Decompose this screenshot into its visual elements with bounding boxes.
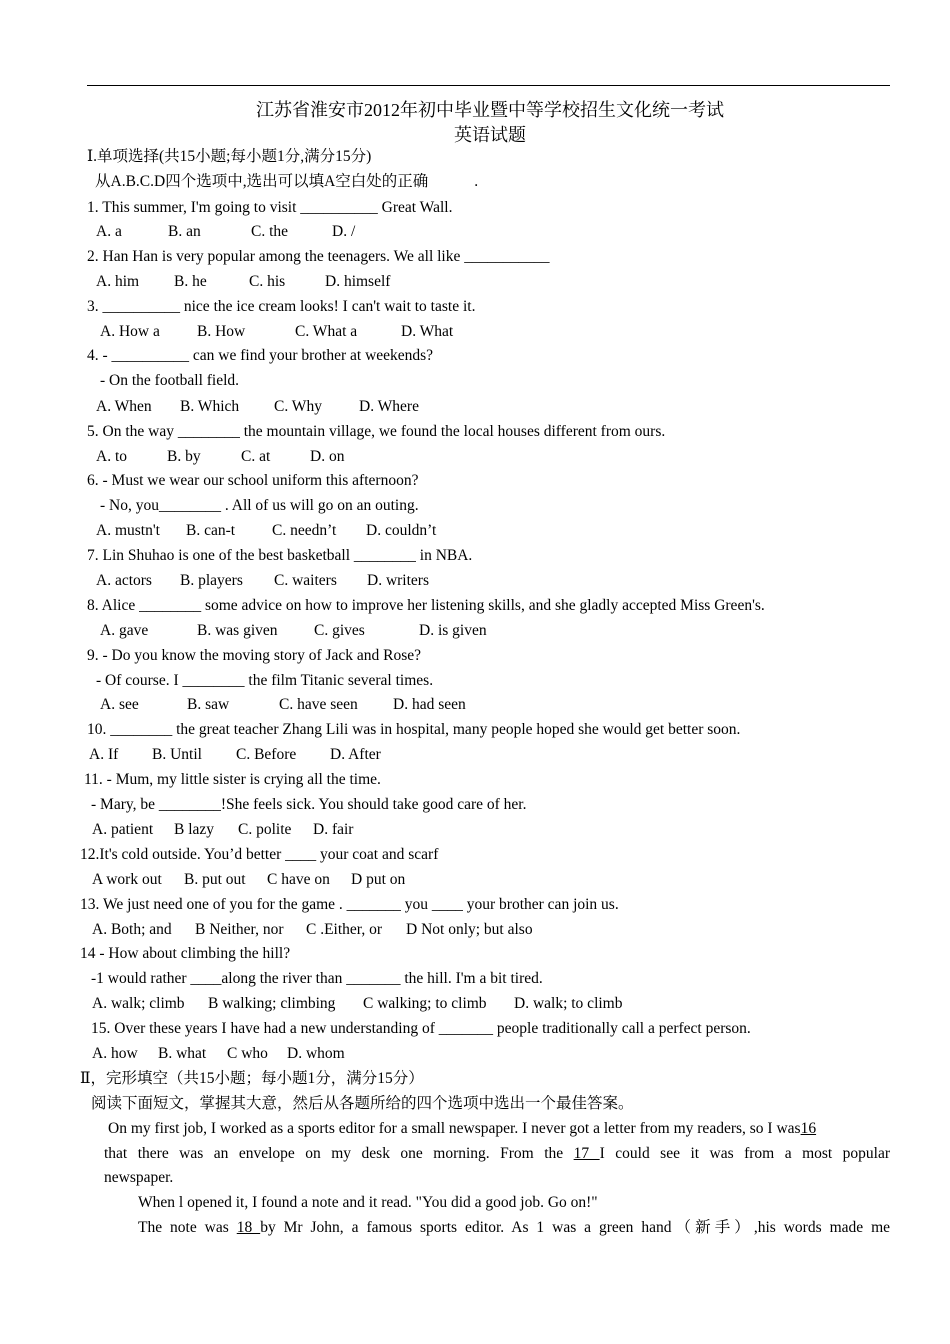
question-4-option-a[interactable]: A. When xyxy=(96,398,152,415)
question-13-option-d[interactable]: D Not only; but also xyxy=(406,921,533,938)
question-4-option-c[interactable]: C. Why xyxy=(274,398,322,415)
question-6-answer-line: - No, you________ . All of us will go on an outing. xyxy=(100,497,419,514)
question-11-option-b[interactable]: B lazy xyxy=(174,821,215,838)
question-13-stem: 13. We just need one of you for the game . _______ you ____ your brother can join us. xyxy=(80,896,619,913)
question-6-option-c[interactable]: C. needn’t xyxy=(272,522,337,539)
exam-subtitle: 英语试题 xyxy=(454,125,526,145)
question-10-option-b[interactable]: B. Until xyxy=(152,746,202,763)
passage-line-4: When l opened it, I found a note and it read. "You did a good job. Go on!" xyxy=(138,1194,598,1211)
question-3-option-c[interactable]: C. What a xyxy=(295,323,358,340)
question-1-option-b[interactable]: B. an xyxy=(168,223,201,240)
question-9-option-d[interactable]: D. had seen xyxy=(393,696,466,713)
question-2-option-a[interactable]: A. him xyxy=(96,273,140,290)
question-7-option-d[interactable]: D. writers xyxy=(367,572,429,589)
question-8-option-d[interactable]: D. is given xyxy=(419,622,487,639)
section1-heading: Ⅰ.单项选择(共15小题;每小题1分,满分15分) xyxy=(87,148,372,165)
question-4-option-b[interactable]: B. Which xyxy=(180,398,240,415)
question-13-option-a[interactable]: A. Both; and xyxy=(92,921,172,938)
question-14-option-b[interactable]: B walking; climbing xyxy=(208,995,336,1012)
question-11-option-a[interactable]: A. patient xyxy=(92,821,154,838)
question-1-option-a[interactable]: A. a xyxy=(96,223,122,240)
question-11-option-c[interactable]: C. polite xyxy=(238,821,292,838)
question-7-option-a[interactable]: A. actors xyxy=(96,572,152,589)
question-11-option-d[interactable]: D. fair xyxy=(313,821,354,838)
question-12-option-a[interactable]: A work out xyxy=(92,871,162,888)
question-8-option-c[interactable]: C. gives xyxy=(314,622,365,639)
question-2-stem: 2. Han Han is very popular among the teenagers. We all like ___________ xyxy=(87,248,550,265)
question-11-answer-line: - Mary, be ________!She feels sick. You should take good care of her. xyxy=(91,796,527,813)
question-12-option-b[interactable]: B. put out xyxy=(184,871,246,888)
question-15-option-c[interactable]: C who xyxy=(227,1045,268,1062)
section2-heading: Ⅱ，完形填空（共15小题；每小题1分，满分15分） xyxy=(80,1070,424,1087)
question-1-option-d[interactable]: D. / xyxy=(332,223,356,240)
question-9-option-b[interactable]: B. saw xyxy=(187,696,230,713)
question-14-answer-line: -1 would rather ____along the river than _______ the hill. I'm a bit tired. xyxy=(91,970,543,987)
question-6-stem: 6. - Must we wear our school uniform this afternoon? xyxy=(87,472,419,489)
question-5-option-b[interactable]: B. by xyxy=(167,448,201,465)
question-3-option-b[interactable]: B. How xyxy=(197,323,246,340)
blank-16[interactable]: 16 xyxy=(800,1120,817,1137)
question-5-option-c[interactable]: C. at xyxy=(241,448,271,465)
question-9-stem: 9. - Do you know the moving story of Jack and Rose? xyxy=(87,647,422,664)
passage-line-3: newspaper. xyxy=(104,1169,174,1186)
question-10-option-a[interactable]: A. If xyxy=(89,746,119,763)
question-12-stem: 12.It's cold outside. You’d better ____ your coat and scarf xyxy=(80,846,439,863)
question-15-stem: 15. Over these years I have had a new understanding of _______ people traditionally call a perfect person. xyxy=(91,1020,751,1037)
question-14-stem: 14 - How about climbing the hill? xyxy=(80,945,291,962)
question-8-option-b[interactable]: B. was given xyxy=(197,622,278,639)
question-7-stem: 7. Lin Shuhao is one of the best basketball ________ in NBA. xyxy=(87,547,473,564)
header-rule xyxy=(87,85,890,86)
question-13-option-b[interactable]: B Neither, nor xyxy=(195,921,284,938)
question-9-answer-line: - Of course. I ________ the film Titanic several times. xyxy=(96,672,434,689)
question-11-stem: 11. - Mum, my little sister is crying all the time. xyxy=(84,771,381,788)
question-2-option-c[interactable]: C. his xyxy=(249,273,286,290)
question-14-option-c[interactable]: C walking; to climb xyxy=(363,995,487,1012)
question-9-option-c[interactable]: C. have seen xyxy=(279,696,358,713)
section2-instruction: 阅读下面短文，掌握其大意，然后从各题所给的四个选项中选出一个最佳答案。 xyxy=(91,1095,634,1112)
question-10-option-d[interactable]: D. After xyxy=(330,746,381,763)
question-3-option-a[interactable]: A. How a xyxy=(100,323,160,340)
question-9-option-a[interactable]: A. see xyxy=(100,696,139,713)
passage-line-5: The note was 18 by Mr John, a famous sports editor. As 1 was a green hand（新手）,his words made me xyxy=(138,1219,891,1236)
question-10-option-c[interactable]: C. Before xyxy=(236,746,297,763)
question-13-option-c[interactable]: C .Either, or xyxy=(306,921,383,938)
question-6-option-d[interactable]: D. couldn’t xyxy=(366,522,437,539)
question-15-option-a[interactable]: A. how xyxy=(92,1045,138,1062)
question-4-stem: 4. - __________ can we find your brother at weekends? xyxy=(87,347,434,364)
question-5-stem: 5. On the way ________ the mountain village, we found the local houses different from ours. xyxy=(87,423,666,440)
question-14-option-d[interactable]: D. walk; to climb xyxy=(514,995,623,1012)
question-6-option-a[interactable]: A. mustn't xyxy=(96,522,160,539)
blank-18[interactable]: 18 xyxy=(236,1219,261,1236)
question-1-option-c[interactable]: C. the xyxy=(251,223,289,240)
question-7-option-c[interactable]: C. waiters xyxy=(274,572,337,589)
question-4-answer-line: - On the football field. xyxy=(100,372,240,389)
question-5-option-d[interactable]: D. on xyxy=(310,448,345,465)
question-1-stem: 1. This summer, I'm going to visit __________ Great Wall. xyxy=(87,199,453,216)
section1-instruction: 从A.B.C.D四个选项中,选出可以填A空白处的正确 . xyxy=(95,173,479,190)
question-15-option-b[interactable]: B. what xyxy=(158,1045,207,1062)
question-2-option-d[interactable]: D. himself xyxy=(325,273,391,290)
question-14-option-a[interactable]: A. walk; climb xyxy=(92,995,185,1012)
question-3-option-d[interactable]: D. What xyxy=(401,323,454,340)
question-2-option-b[interactable]: B. he xyxy=(174,273,207,290)
passage-line-2: that there was an envelope on my desk one morning. From the 17 I could see it was from a most popular xyxy=(104,1145,891,1162)
passage-line-1: On my first job, I worked as a sports editor for a small newspaper. I never got a letter from my readers, so I was16 xyxy=(108,1120,817,1137)
question-7-option-b[interactable]: B. players xyxy=(180,572,243,589)
question-3-stem: 3. __________ nice the ice cream looks! I can't wait to taste it. xyxy=(87,298,476,315)
question-4-option-d[interactable]: D. Where xyxy=(359,398,419,415)
question-12-option-d[interactable]: D put on xyxy=(351,871,406,888)
question-8-stem: 8. Alice ________ some advice on how to improve her listening skills, and she gladly accepted Miss Green's. xyxy=(87,597,765,614)
question-10-stem: 10. ________ the great teacher Zhang Lili was in hospital, many people hoped she would get better soon. xyxy=(87,721,741,738)
question-6-option-b[interactable]: B. can-t xyxy=(186,522,236,539)
question-8-option-a[interactable]: A. gave xyxy=(100,622,149,639)
exam-title: 江苏省淮安市2012年初中毕业暨中等学校招生文化统一考试 xyxy=(256,100,724,120)
question-15-option-d[interactable]: D. whom xyxy=(287,1045,345,1062)
question-12-option-c[interactable]: C have on xyxy=(267,871,330,888)
question-5-option-a[interactable]: A. to xyxy=(96,448,127,465)
blank-17[interactable]: 17 xyxy=(573,1145,600,1162)
